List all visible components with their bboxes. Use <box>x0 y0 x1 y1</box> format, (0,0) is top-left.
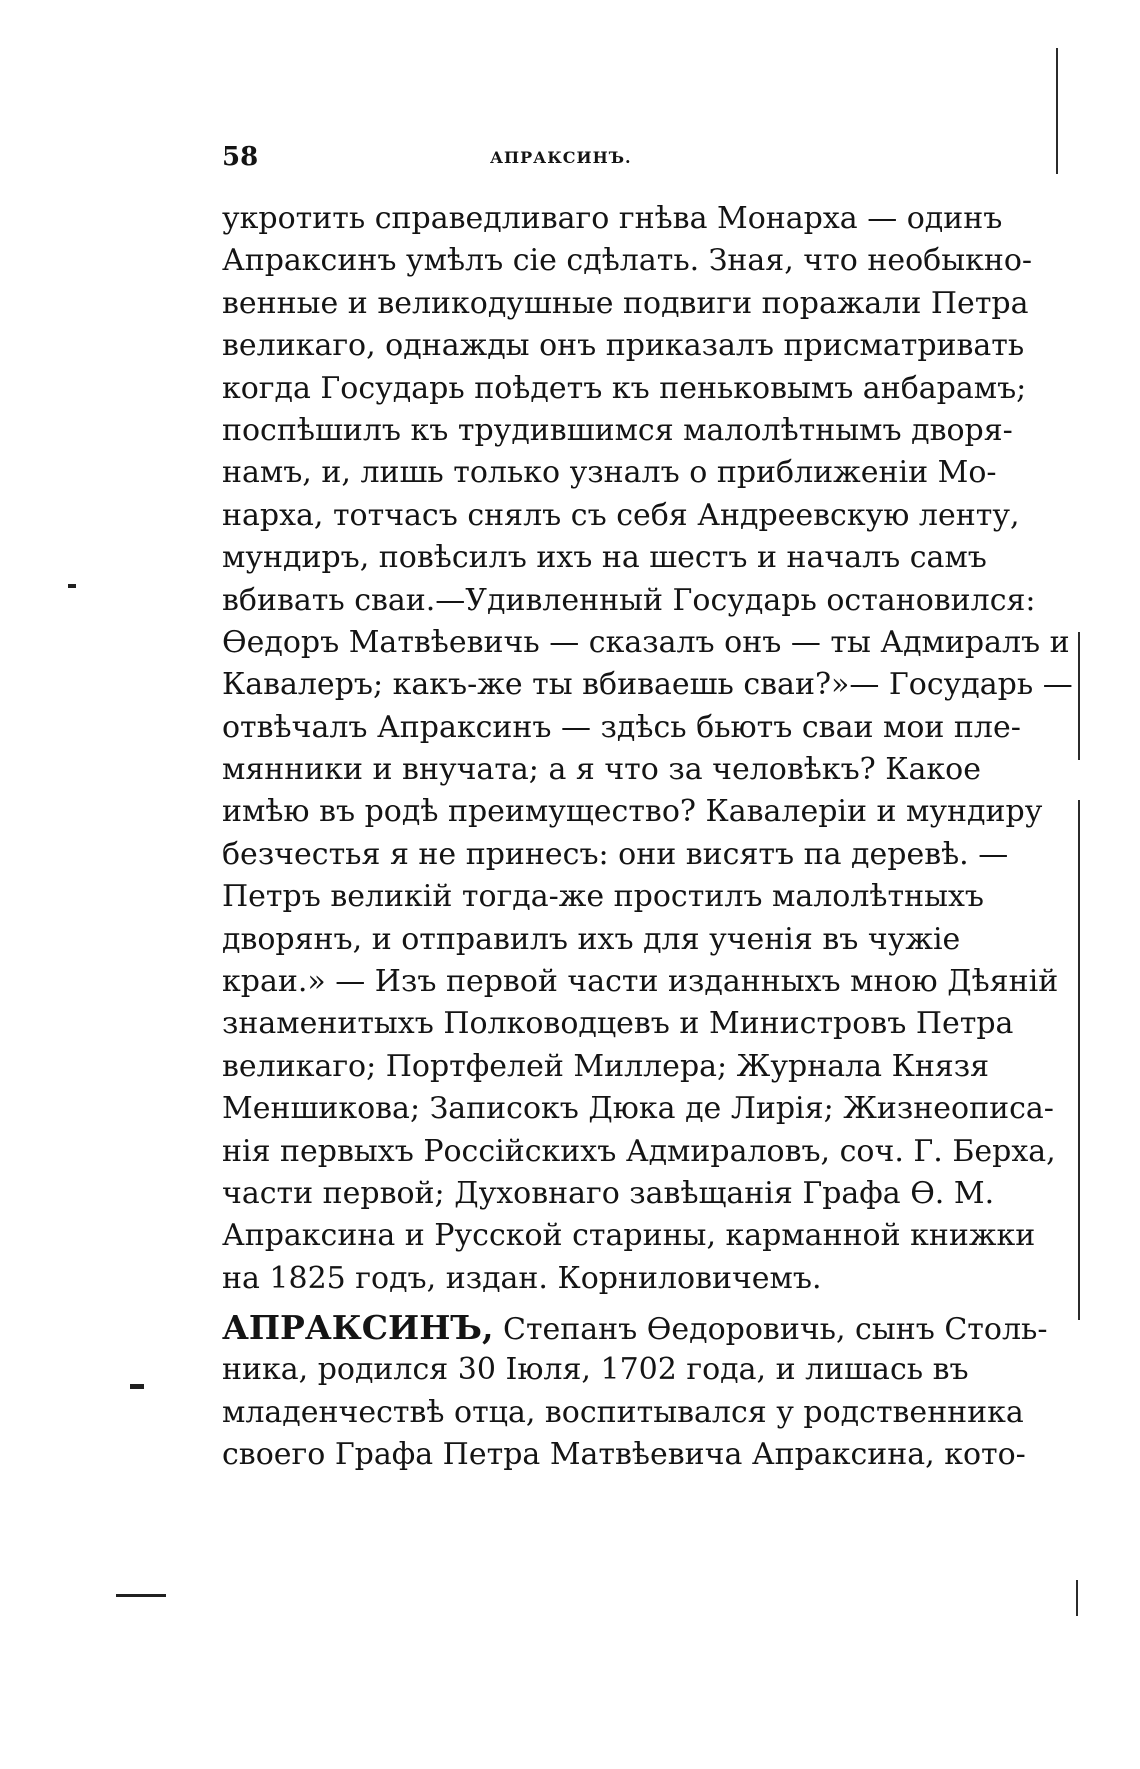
running-head: АПРАКСИНЪ. <box>490 148 632 167</box>
margin-mark <box>130 1384 144 1389</box>
paragraph-one <box>222 198 1073 1300</box>
page-edge-line <box>1076 1580 1078 1616</box>
page-header <box>222 142 942 182</box>
text-line: краи.» — Изъ первой части изданныхъ мною Дѣяній <box>222 964 1059 1000</box>
page-edge-line <box>1078 632 1080 760</box>
text-line: Апраксинъ умѣлъ сіе сдѣлать. Зная, что необыкно- <box>222 243 1033 279</box>
text-line: нарха, тотчасъ снялъ съ себя Андреевскую ленту, <box>222 497 1020 533</box>
text-line: знаменитыхъ Полководцевъ и Министровъ Петра <box>222 1006 1014 1042</box>
text-line: Ѳедоръ Матвѣевичь — сказалъ онъ — ты Адмиралъ и <box>222 624 1070 660</box>
text-line: мундиръ, повѣсилъ ихъ на шестъ и началъ самъ <box>222 540 987 576</box>
text-line: великаго; Портфелей Миллера; Журнала Князя <box>222 1048 990 1084</box>
text-line: укротить справедливаго гнѣва Монарха — одинъ <box>222 201 1003 236</box>
text-line: великаго, однажды онъ приказалъ присматривать <box>222 328 1025 364</box>
margin-rule <box>116 1594 166 1597</box>
text-line: имѣю въ родѣ преимущество? Кавалеріи и мундиру <box>222 794 1043 830</box>
text-line: поспѣшилъ къ трудившимся малолѣтнымъ дворя- <box>222 412 1013 448</box>
text-line: намъ, и, лишь только узналъ о приближеніи Мо- <box>222 455 997 491</box>
page-edge-line <box>1078 800 1080 1320</box>
text-line: младенчествѣ отца, воспитывался у родственника <box>222 1394 1024 1430</box>
text-line: вбивать сваи.—Удивленный Государь остановился: <box>222 582 1036 618</box>
text-line: отвѣчалъ Апраксинъ — здѣсь бьютъ сваи мои пле- <box>222 709 1021 745</box>
text-line: Петръ великій тогда-же простилъ малолѣтныхъ <box>222 879 984 915</box>
text-line: когда Государь поѣдетъ къ пеньковымъ анбарамъ; <box>222 370 1027 406</box>
paragraph-two <box>222 1307 1048 1477</box>
entry-first-line <box>222 1307 1048 1349</box>
text-line: Кавалеръ; какъ-же ты вбиваешь сваи?»— Государь — <box>222 667 1073 703</box>
text-line: венные и великодушные подвиги поражали Петра <box>222 285 1029 321</box>
text-line: Апраксина и Русской старины, карманной книжки <box>222 1218 1036 1254</box>
text-line: на 1825 годъ, издан. Корниловичемъ. <box>222 1260 822 1296</box>
text-line: мянники и внучата; а я что за человѣкъ? Какое <box>222 752 981 788</box>
text-line: нія первыхъ Россійскихъ Адмираловъ, соч. Г. Берха, <box>222 1133 1056 1169</box>
entry-line-rest: Степанъ Ѳедоровичь, сынъ Столь- <box>502 1312 1048 1347</box>
margin-mark <box>68 584 76 588</box>
page-edge-line <box>1056 48 1058 174</box>
text-line: ника, родился 30 Іюля, 1702 года, и лишась въ <box>222 1352 969 1388</box>
text-line: части первой; Духовнаго завѣщанія Графа Ѳ. М. <box>222 1175 995 1211</box>
text-line: безчестья я не принесъ: они висятъ па деревѣ. — <box>222 836 1009 872</box>
entry-name: АПРАКСИНЪ, <box>222 1308 494 1347</box>
text-line: Меншикова; Записокъ Дюка де Лирія; Жизнеописа- <box>222 1091 1054 1127</box>
text-line: дворянъ, и отправилъ ихъ для ученія въ чужіе <box>222 921 961 957</box>
text-line: своего Графа Петра Матвѣевича Апраксина, кото- <box>222 1437 1026 1473</box>
page-number: 58 <box>222 142 259 172</box>
